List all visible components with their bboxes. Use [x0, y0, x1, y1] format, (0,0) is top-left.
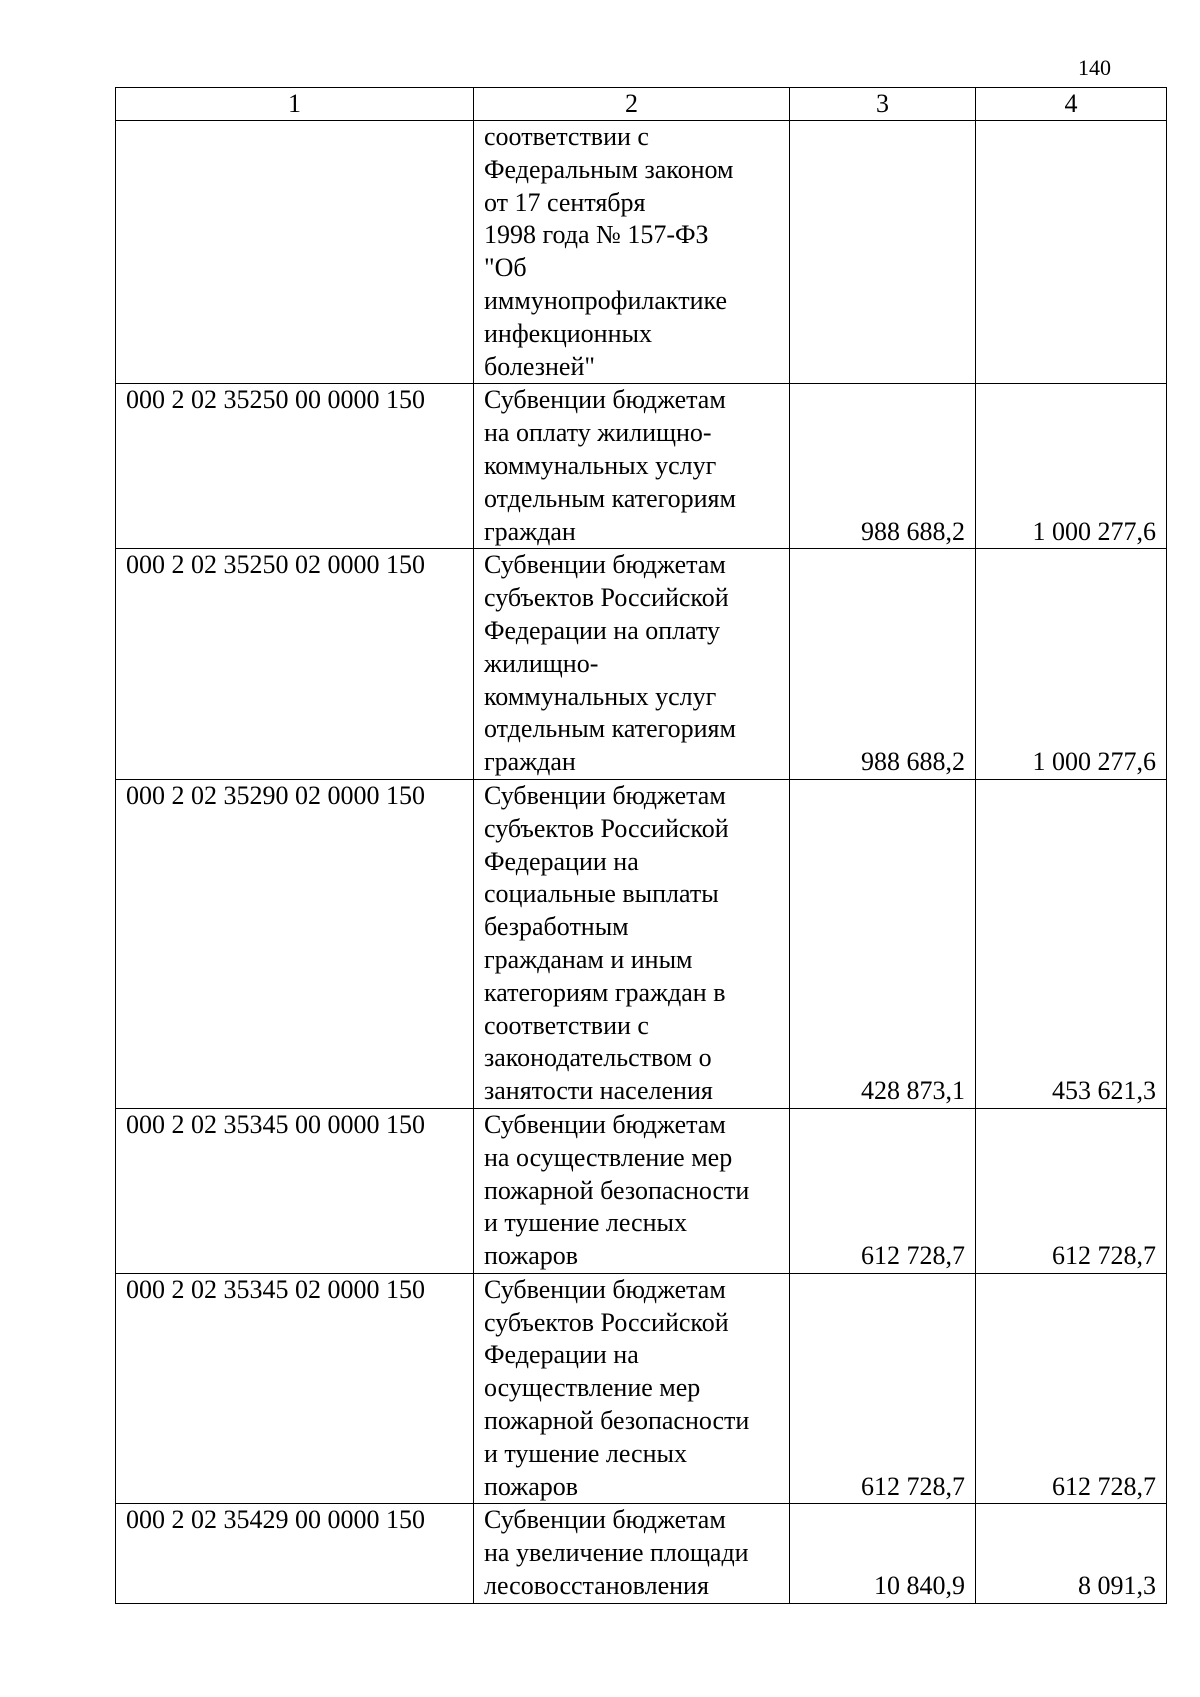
amount-col3-cell: 612 728,7 [790, 1273, 976, 1504]
column-header-4: 4 [976, 88, 1167, 121]
amount-col4-cell: 1 000 277,6 [976, 384, 1167, 549]
description-cell: Субвенции бюджетам субъектов Российской Федерации на оплату жилищно- коммунальных услуг отдельным категориям граждан [474, 549, 790, 780]
amount-col3-cell: 428 873,1 [790, 779, 976, 1108]
column-header-3: 3 [790, 88, 976, 121]
budget-code-cell: 000 2 02 35250 00 0000 150 [116, 384, 474, 549]
column-header-2: 2 [474, 88, 790, 121]
budget-code-cell: 000 2 02 35290 02 0000 150 [116, 779, 474, 1108]
amount-col3-cell [790, 121, 976, 384]
description-cell: Субвенции бюджетам на оплату жилищно- коммунальных услуг отдельным категориям граждан [474, 384, 790, 549]
amount-col3-cell: 612 728,7 [790, 1108, 976, 1273]
description-cell: Субвенции бюджетам субъектов Российской Федерации на социальные выплаты безработным гражданам и иным категориям граждан в соответствии с законодательством о занятости населения [474, 779, 790, 1108]
table-row [116, 1273, 1167, 1504]
table-body [116, 121, 1167, 1604]
table-row [116, 384, 1167, 549]
amount-col4-cell [976, 121, 1167, 384]
amount-col4-cell: 8 091,3 [976, 1504, 1167, 1603]
table-row [116, 1108, 1167, 1273]
budget-code-cell: 000 2 02 35345 02 0000 150 [116, 1273, 474, 1504]
description-cell: Субвенции бюджетам на увеличение площади лесовосстановления [474, 1504, 790, 1603]
budget-code-cell [116, 121, 474, 384]
description-cell: Субвенции бюджетам на осуществление мер пожарной безопасности и тушение лесных пожаров [474, 1108, 790, 1273]
table-row [116, 1504, 1167, 1603]
amount-col3-cell: 988 688,2 [790, 549, 976, 780]
column-header-1: 1 [116, 88, 474, 121]
table-row [116, 549, 1167, 780]
description-cell: соответствии с Федеральным законом от 17 сентября 1998 года № 157-ФЗ "Об иммунопрофилактике инфекционных болезней" [474, 121, 790, 384]
amount-col4-cell: 453 621,3 [976, 779, 1167, 1108]
table-row [116, 779, 1167, 1108]
description-cell: Субвенции бюджетам субъектов Российской Федерации на осуществление мер пожарной безопасности и тушение лесных пожаров [474, 1273, 790, 1504]
amount-col3-cell: 988 688,2 [790, 384, 976, 549]
amount-col4-cell: 612 728,7 [976, 1108, 1167, 1273]
table-header-row [116, 88, 1167, 121]
amount-col4-cell: 1 000 277,6 [976, 549, 1167, 780]
table-row [116, 121, 1167, 384]
amount-col4-cell: 612 728,7 [976, 1273, 1167, 1504]
budget-code-cell: 000 2 02 35429 00 0000 150 [116, 1504, 474, 1603]
amount-col3-cell: 10 840,9 [790, 1504, 976, 1603]
budget-code-cell: 000 2 02 35345 00 0000 150 [116, 1108, 474, 1273]
budget-table [115, 87, 1167, 1604]
budget-code-cell: 000 2 02 35250 02 0000 150 [116, 549, 474, 780]
page-number: 140 [1078, 55, 1111, 80]
